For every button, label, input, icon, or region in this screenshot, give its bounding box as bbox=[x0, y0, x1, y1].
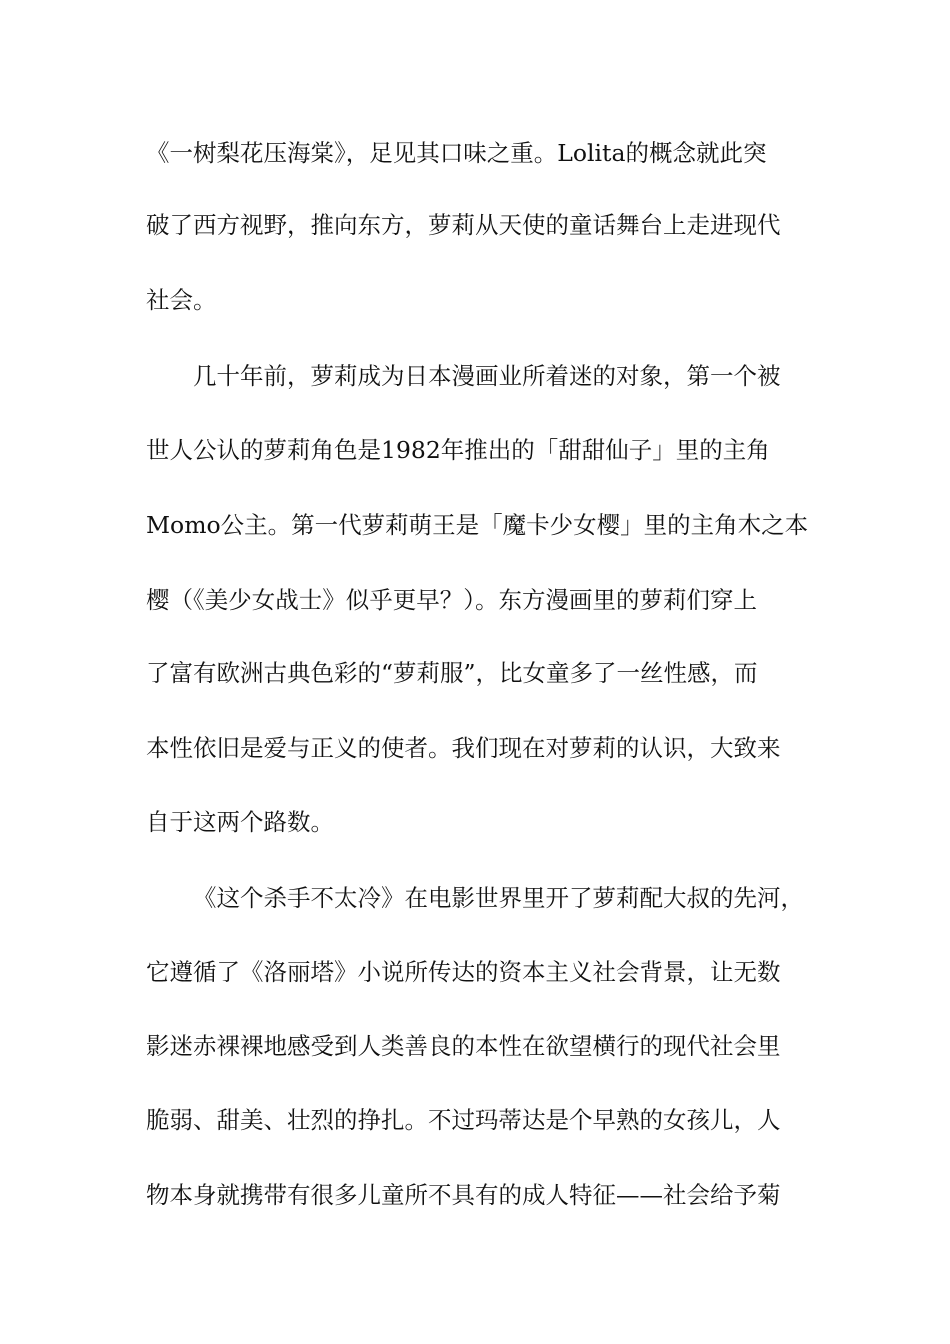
text-line: 社会。 bbox=[146, 286, 217, 314]
text-line: Momo公主。第一代萝莉萌王是「魔卡少女樱」里的主角木之本 bbox=[146, 511, 809, 539]
text-line: 自于这两个路数。 bbox=[146, 808, 334, 836]
text-line: 了富有欧洲古典色彩的“萝莉服”，比女童多了一丝性感，而 bbox=[146, 659, 758, 687]
text-line: 本性依旧是爱与正义的使者。我们现在对萝莉的认识，大致来 bbox=[146, 734, 781, 762]
paragraph-first-line: 几十年前，萝莉成为日本漫画业所着迷的对象，第一个被 bbox=[193, 362, 781, 390]
text-line: 脆弱、甜美、壮烈的挣扎。不过玛蒂达是个早熟的女孩儿，人 bbox=[146, 1106, 781, 1134]
text-line: 樱（《美少女战士》似乎更早？）。东方漫画里的萝莉们穿上 bbox=[146, 586, 757, 614]
text-line: 《一树梨花压海棠》，足见其口味之重。Lolita的概念就此突 bbox=[146, 139, 767, 167]
text-line: 影迷赤裸裸地感受到人类善良的本性在欲望横行的现代社会里 bbox=[146, 1032, 781, 1060]
text-line: 世人公认的萝莉角色是1982年推出的「甜甜仙子」里的主角 bbox=[146, 436, 770, 464]
paragraph-first-line: 《这个杀手不太冷》在电影世界里开了萝莉配大叔的先河， bbox=[193, 884, 804, 912]
text-line: 它遵循了《洛丽塔》小说所传达的资本主义社会背景，让无数 bbox=[146, 958, 781, 986]
text-line: 物本身就携带有很多儿童所不具有的成人特征——社会给予菊 bbox=[146, 1181, 781, 1209]
text-line: 破了西方视野，推向东方，萝莉从天使的童话舞台上走进现代 bbox=[146, 211, 781, 239]
